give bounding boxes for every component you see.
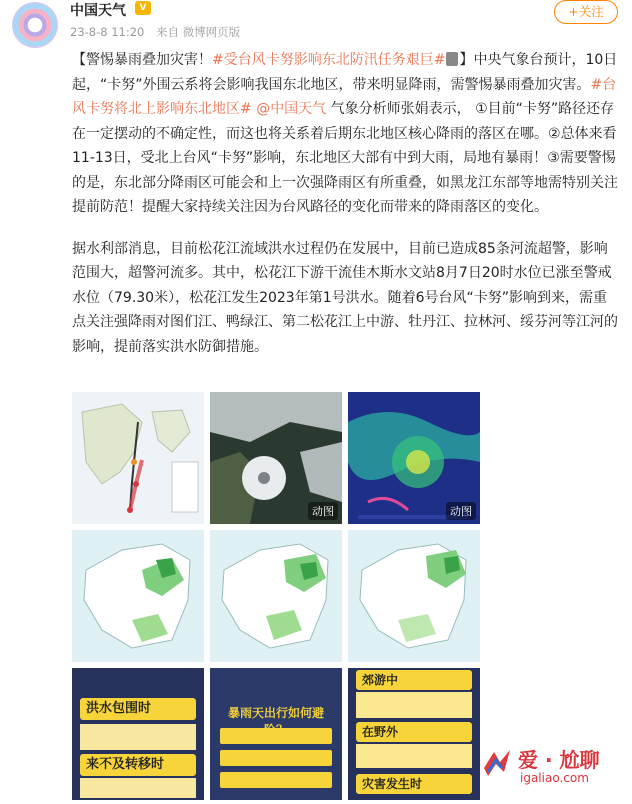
post-body	[72, 48, 618, 359]
avatar[interactable]	[12, 2, 58, 48]
poster-illustration	[356, 744, 472, 768]
rainstorm-travel-poster-image[interactable]	[210, 668, 342, 800]
animated-badge: 动图	[446, 502, 476, 520]
watermark-text: 爱 · 尬聊	[518, 748, 600, 772]
watermark-logo-icon	[480, 746, 514, 780]
text-segment: 【警惕暴雨叠加灾害！	[72, 52, 212, 68]
poster-row	[220, 750, 332, 766]
text-segment: 气象分析师张娟表示，	[330, 101, 471, 117]
watermark-url: igaliao.com	[520, 771, 589, 785]
outdoor-safety-poster-image[interactable]	[348, 668, 480, 800]
poster-illustration	[80, 724, 196, 750]
text-segment: 需要警惕的是，东北部分降雨区可能会和上一次强降雨区有所重叠，如黑龙江东部等地需特别关注提前防范！提醒大家持续关注因为台风路径的变化而带来的降雨落区的变化。	[72, 150, 618, 215]
account-name[interactable]: 中国天气	[70, 3, 126, 19]
flood-safety-poster-image[interactable]	[72, 668, 204, 800]
post-meta	[70, 24, 240, 40]
poster-title: 在野外	[356, 722, 472, 742]
poster-illustration	[356, 692, 472, 718]
post-header	[0, 0, 632, 48]
poster-title: 灾害发生时	[356, 774, 472, 794]
post-paragraph-2: 据水利部消息，目前松花江流域洪水过程仍在发展中，目前已造成85条河流超警，影响范围大，超警河流多。其中，松花江下游干流佳木斯水文站8月7日20时水位已涨至警戒水位（79.30米），松花江发生2023年第1号洪水。随着6号台风“卡努”影响到来，需重点关注强降雨对图们江、鸭绿江、第二松花江上中游、牡丹江、拉林河、绥芬河等江河的影响，提前落实洪水防御措施。	[72, 240, 618, 355]
wind-field-map-image[interactable]	[348, 392, 480, 524]
rainfall-map-image-2[interactable]	[210, 530, 342, 662]
hashtag-link[interactable]: #受台风卡努影响东北防汛任务艰巨#	[212, 52, 446, 68]
poster-row	[220, 772, 332, 788]
animated-badge: 动图	[308, 502, 338, 520]
hashtag-link[interactable]: #台风卡努将北上影响东北地区#	[72, 76, 617, 117]
circled-number: ③	[547, 150, 560, 166]
circled-number: ②	[548, 125, 561, 142]
vip-badge-icon: V	[135, 1, 151, 15]
poster-title: 郊游中	[356, 670, 472, 690]
topic-icon	[446, 52, 458, 66]
satellite-cloud-image[interactable]	[210, 392, 342, 524]
mention-link[interactable]: @中国天气	[256, 101, 327, 117]
circled-number: ①	[475, 101, 488, 117]
poster-title: 暴雨天出行如何避	[227, 706, 324, 720]
text-segment: 】中央气象台预计，10日起，“卡努”外围云系将会影响我国东北地区，带来明显降雨，需警惕暴雨叠加灾害。	[72, 52, 618, 93]
site-watermark	[474, 738, 624, 794]
post-date[interactable]: 23-8-8 11:20	[70, 25, 145, 39]
post-source: 来自 微博网页版	[156, 25, 241, 39]
post-paragraph-1	[72, 48, 618, 220]
follow-button[interactable]: +关注	[554, 0, 618, 24]
text-segment: 总体来看11-13日，受北上台风“卡努”影响，东北地区大部有中到大雨，局地有暴雨！	[72, 125, 617, 166]
poster-title: 洪水包围时	[80, 698, 196, 720]
poster-illustration	[80, 778, 196, 798]
rainfall-map-image-1[interactable]	[72, 530, 204, 662]
poster-row	[220, 728, 332, 744]
rainfall-map-image-3[interactable]	[348, 530, 480, 662]
poster-title: 来不及转移时	[80, 754, 196, 776]
typhoon-track-map-image[interactable]	[72, 392, 204, 524]
text-segment: 目前“卡努”路径还存在一定摆动的不确定性，而这也将关系着后期东北地区核心降雨的落区在哪。	[72, 101, 615, 142]
